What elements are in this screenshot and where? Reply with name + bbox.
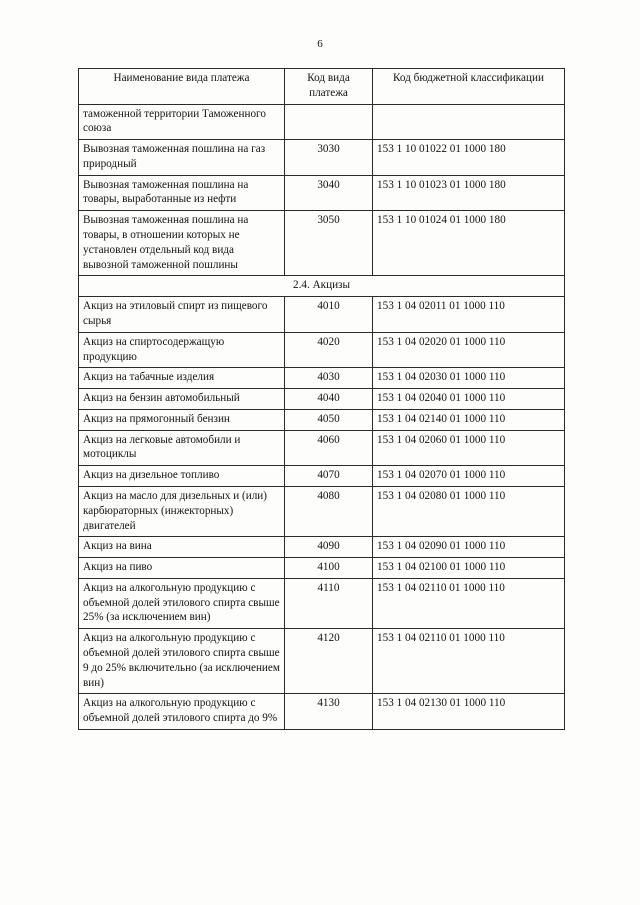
- cell-payment-name: Акциз на вина: [79, 537, 285, 558]
- column-header-code: Код вида платежа: [285, 69, 373, 105]
- table-row: [79, 694, 565, 730]
- cell-budget-code: 153 1 04 02030 01 1000 110: [373, 368, 565, 389]
- table-row: [79, 466, 565, 487]
- cell-payment-code: 4060: [285, 430, 373, 466]
- cell-budget-code: 153 1 04 02040 01 1000 110: [373, 389, 565, 410]
- cell-payment-code: 4110: [285, 578, 373, 628]
- cell-budget-code: 153 1 04 02020 01 1000 110: [373, 332, 565, 368]
- table-row: [79, 578, 565, 628]
- cell-payment-name: Акциз на табачные изделия: [79, 368, 285, 389]
- table-header: [79, 69, 565, 105]
- cell-payment-name: Акциз на пиво: [79, 558, 285, 579]
- table-row: [79, 389, 565, 410]
- cell-budget-code: 153 1 10 01023 01 1000 180: [373, 175, 565, 211]
- table-row: [79, 430, 565, 466]
- cell-payment-name: Акциз на алкогольную продукцию с объемной долей этилового спирта свыше 25% (за исключением вин): [79, 578, 285, 628]
- cell-payment-name: Акциз на масло для дизельных и (или) карбюраторных (инжекторных) двигателей: [79, 486, 285, 536]
- table-row: [79, 175, 565, 211]
- table-row: [79, 629, 565, 694]
- cell-payment-code: 4030: [285, 368, 373, 389]
- cell-budget-code: 153 1 04 02110 01 1000 110: [373, 629, 565, 694]
- table-row: [79, 276, 565, 297]
- cell-payment-name: Акциз на легковые автомобили и мотоциклы: [79, 430, 285, 466]
- cell-payment-code: 4080: [285, 486, 373, 536]
- cell-budget-code: 153 1 04 02080 01 1000 110: [373, 486, 565, 536]
- table-row: [79, 211, 565, 276]
- cell-budget-code: 153 1 04 02011 01 1000 110: [373, 297, 565, 333]
- table-row: [79, 409, 565, 430]
- cell-payment-name: Акциз на алкогольную продукцию с объемной долей этилового спирта до 9%: [79, 694, 285, 730]
- cell-payment-code: 3050: [285, 211, 373, 276]
- cell-payment-name: Акциз на дизельное топливо: [79, 466, 285, 487]
- table-header-row: [79, 69, 565, 105]
- cell-budget-code: 153 1 04 02130 01 1000 110: [373, 694, 565, 730]
- section-title: 2.4. Акцизы: [79, 276, 565, 297]
- cell-budget-code: 153 1 10 01024 01 1000 180: [373, 211, 565, 276]
- table-row: [79, 486, 565, 536]
- payment-codes-table: [78, 68, 565, 730]
- cell-payment-name: Акциз на бензин автомобильный: [79, 389, 285, 410]
- page-number: 6: [317, 38, 323, 50]
- cell-payment-name: Вывозная таможенная пошлина на газ природный: [79, 140, 285, 176]
- table-row: [79, 368, 565, 389]
- column-header-budget: Код бюджетной классификации: [373, 69, 565, 105]
- payment-codes-table-wrapper: [78, 68, 564, 730]
- cell-payment-code: 3030: [285, 140, 373, 176]
- cell-payment-name: Акциз на прямогонный бензин: [79, 409, 285, 430]
- cell-budget-code: 153 1 04 02140 01 1000 110: [373, 409, 565, 430]
- cell-budget-code: 153 1 04 02060 01 1000 110: [373, 430, 565, 466]
- table-row: [79, 297, 565, 333]
- table-row: [79, 558, 565, 579]
- cell-budget-code: 153 1 04 02090 01 1000 110: [373, 537, 565, 558]
- table-row: [79, 104, 565, 140]
- cell-budget-code: 153 1 04 02110 01 1000 110: [373, 578, 565, 628]
- cell-payment-code: 4050: [285, 409, 373, 430]
- cell-payment-name: таможенной территории Таможенного союза: [79, 104, 285, 140]
- column-header-name: Наименование вида платежа: [79, 69, 285, 105]
- cell-payment-code: 4100: [285, 558, 373, 579]
- cell-budget-code: 153 1 04 02100 01 1000 110: [373, 558, 565, 579]
- table-row: [79, 332, 565, 368]
- cell-payment-code: 4120: [285, 629, 373, 694]
- table-body: [79, 104, 565, 729]
- cell-payment-code: 4070: [285, 466, 373, 487]
- cell-payment-code: 4090: [285, 537, 373, 558]
- table-row: [79, 140, 565, 176]
- cell-payment-code: [285, 104, 373, 140]
- cell-payment-code: 4020: [285, 332, 373, 368]
- cell-budget-code: 153 1 10 01022 01 1000 180: [373, 140, 565, 176]
- cell-payment-code: 4130: [285, 694, 373, 730]
- cell-payment-name: Вывозная таможенная пошлина на товары, выработанные из нефти: [79, 175, 285, 211]
- cell-budget-code: [373, 104, 565, 140]
- cell-payment-code: 3040: [285, 175, 373, 211]
- table-row: [79, 537, 565, 558]
- cell-budget-code: 153 1 04 02070 01 1000 110: [373, 466, 565, 487]
- cell-payment-name: Акциз на спиртосодержащую продукцию: [79, 332, 285, 368]
- cell-payment-code: 4010: [285, 297, 373, 333]
- cell-payment-name: Акциз на этиловый спирт из пищевого сырья: [79, 297, 285, 333]
- cell-payment-name: Акциз на алкогольную продукцию с объемной долей этилового спирта свыше 9 до 25% включительно (за исключением вин): [79, 629, 285, 694]
- cell-payment-code: 4040: [285, 389, 373, 410]
- cell-payment-name: Вывозная таможенная пошлина на товары, в отношении которых не установлен отдельный код вида вывозной таможенной пошлины: [79, 211, 285, 276]
